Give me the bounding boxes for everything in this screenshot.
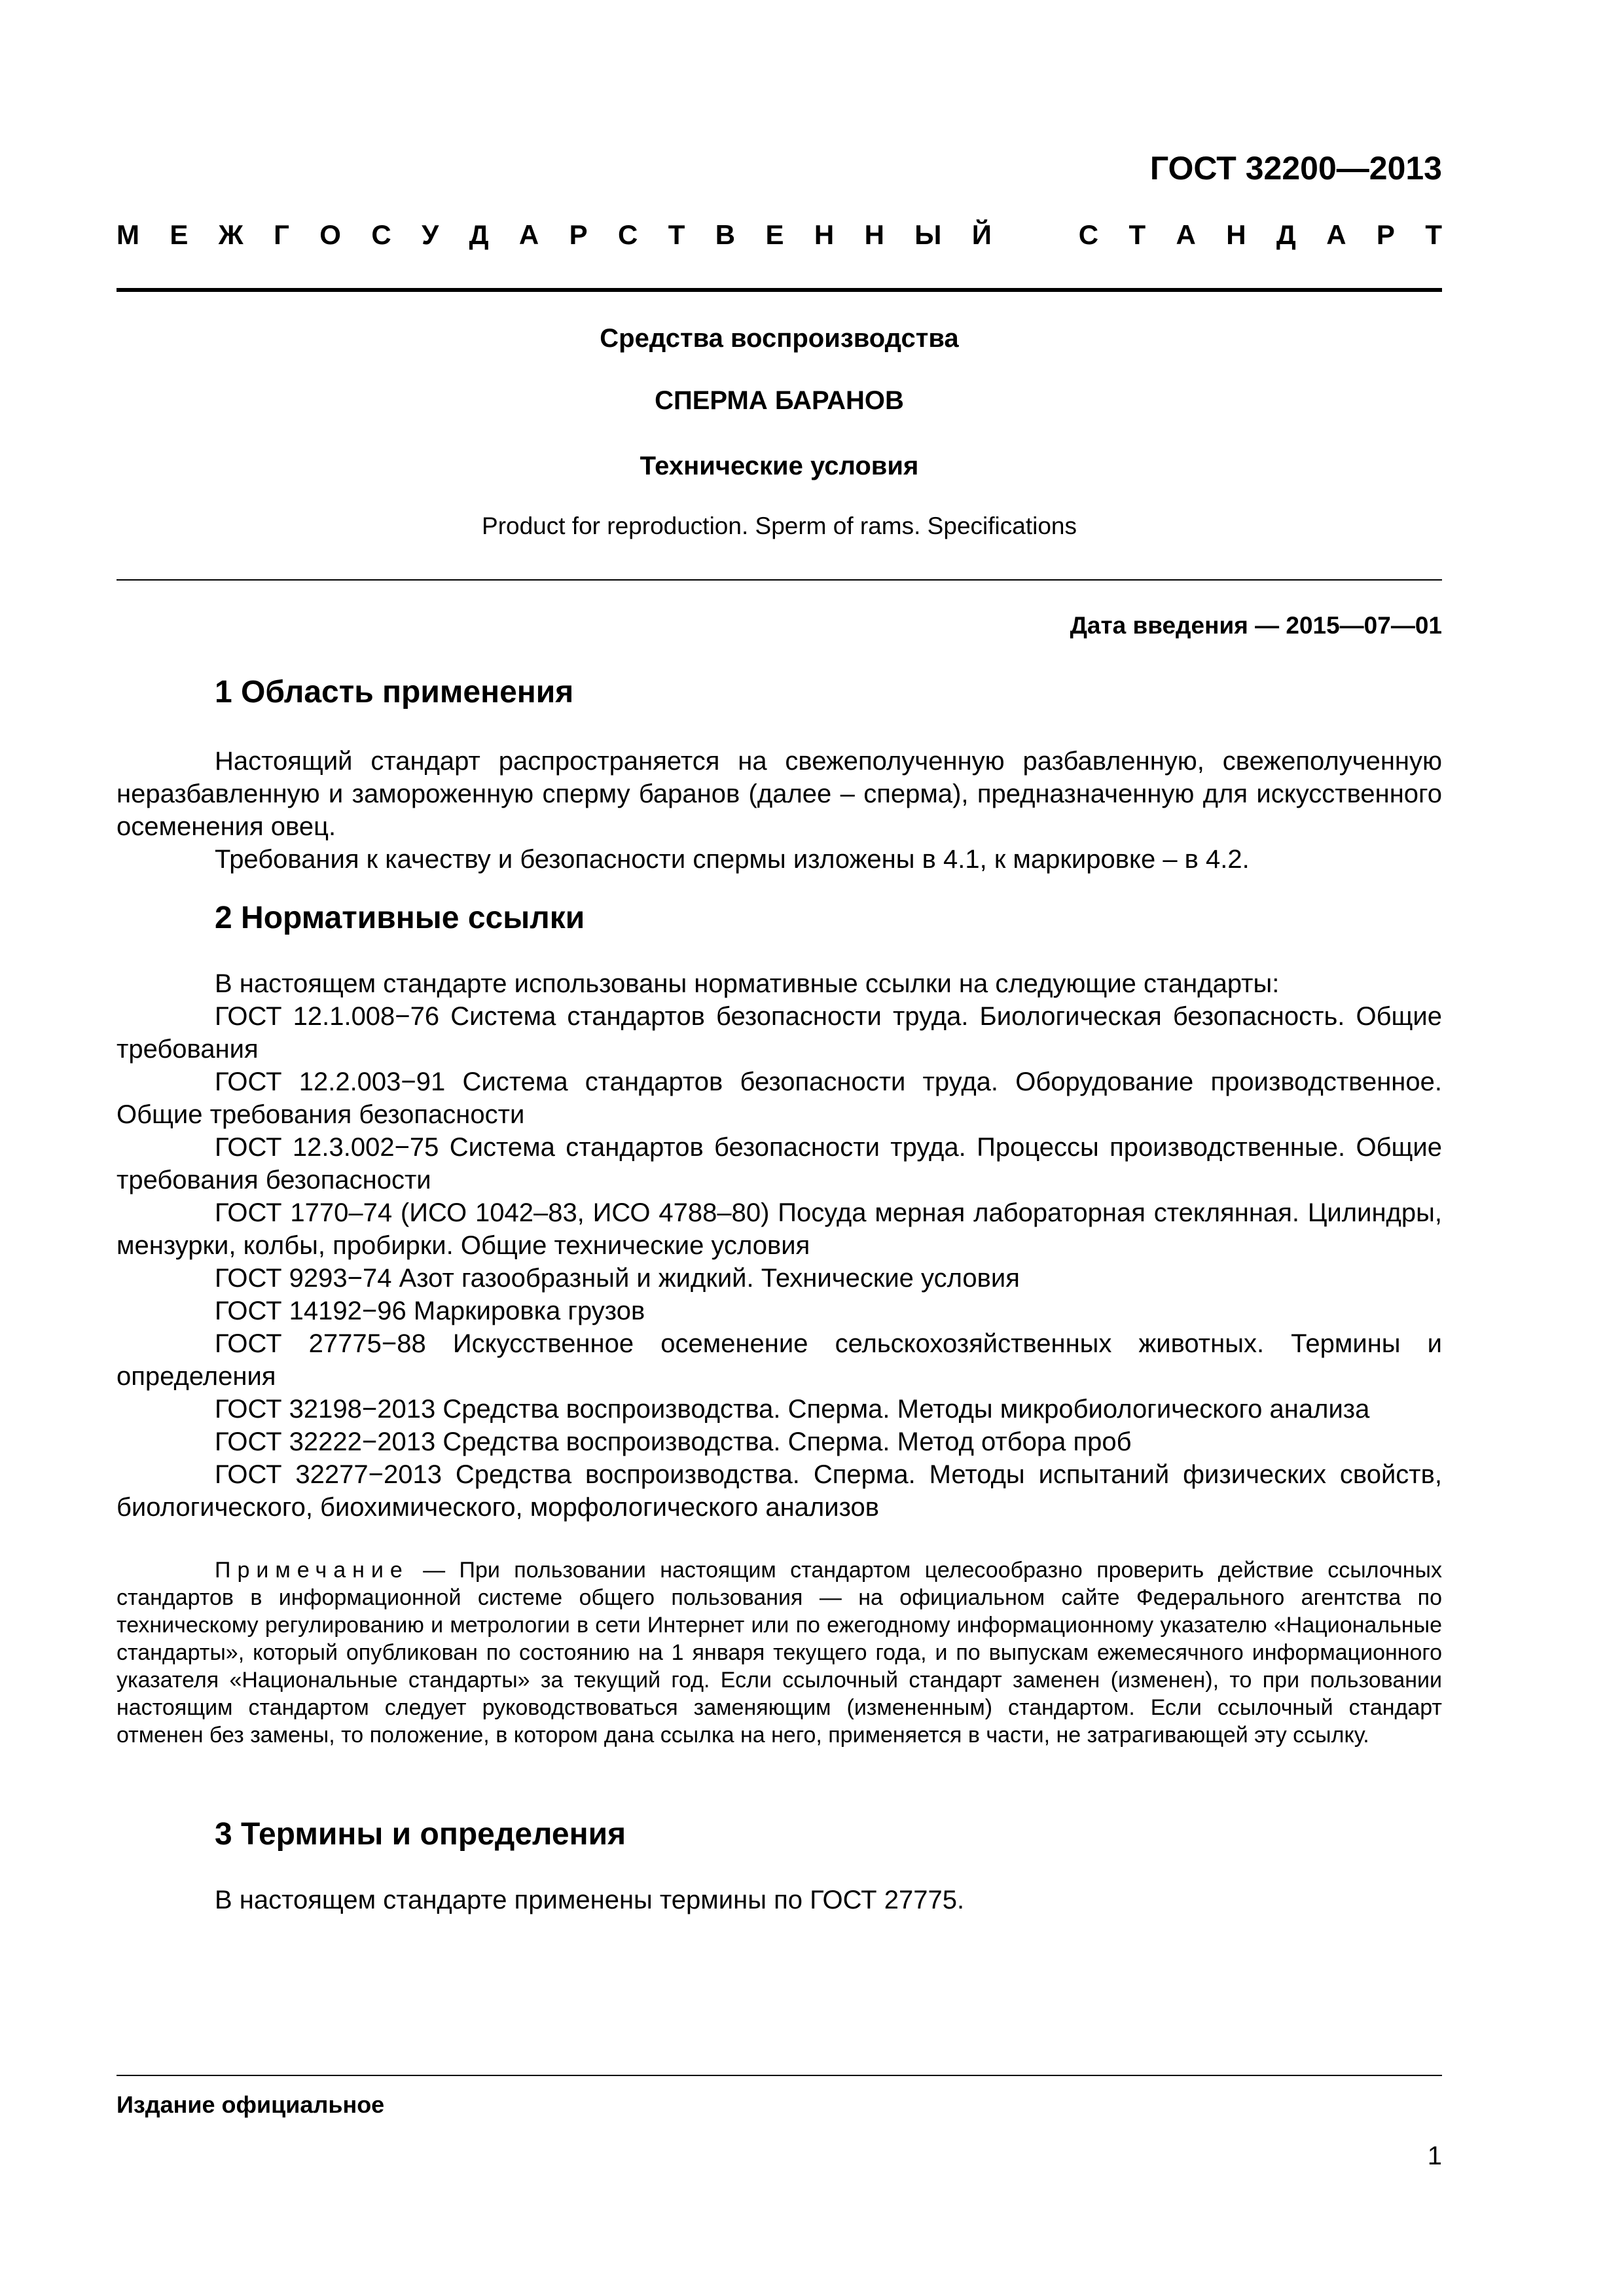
banner-letter: С: [371, 219, 391, 250]
note-block: [117, 1556, 1442, 1749]
introduction-date-label: Дата введения: [1070, 612, 1248, 639]
note-label: Примечание: [215, 1558, 409, 1583]
reference-item: ГОСТ 12.3.002−75 Система стандартов безопасности труда. Процессы производственные. Общие требования безопасности: [117, 1133, 1442, 1194]
section-3-paragraph: В настоящем стандарте применены термины по ГОСТ 27775.: [215, 1886, 965, 1914]
banner-letter: Е: [170, 219, 189, 250]
reference-item: ГОСТ 12.1.008−76 Система стандартов безопасности труда. Биологическая безопасность. Общие требования: [117, 1002, 1442, 1064]
banner-letter: Р: [1376, 219, 1395, 250]
banner-letter: Й: [971, 219, 992, 250]
reference-item: ГОСТ 1770–74 (ИСО 1042–83, ИСО 4788–80) Посуда мерная лабораторная стеклянная. Цилиндры, мензурки, колбы, пробирки. Общие технические условия: [117, 1198, 1442, 1260]
banner-letter: Д: [469, 219, 489, 250]
banner-letter: Д: [1276, 219, 1296, 250]
page-number: 1: [1427, 2142, 1442, 2170]
document-code: ГОСТ 32200—2013: [1149, 150, 1442, 187]
banner-letter: Н: [1226, 219, 1246, 250]
header-divider: [117, 288, 1442, 292]
banner-letter: В: [715, 219, 736, 250]
reference-item: ГОСТ 27775−88 Искусственное осеменение сельскохозяйственных животных. Термины и определения: [117, 1329, 1442, 1391]
reference-item: ГОСТ 14192−96 Маркировка грузов: [215, 1297, 645, 1325]
interstate-standard-banner: [117, 219, 1442, 251]
banner-letter: А: [518, 219, 539, 250]
banner-letter: Н: [864, 219, 884, 250]
reference-item: ГОСТ 32198−2013 Средства воспроизводства. Сперма. Методы микробиологического анализа: [215, 1395, 1370, 1424]
title-line-3: Технические условия: [640, 452, 919, 480]
banner-word-gap: [1022, 219, 1048, 251]
banner-letter: Т: [1128, 219, 1146, 250]
banner-letter: Ж: [218, 219, 244, 250]
title-line-1: Средства воспроизводства: [600, 324, 959, 353]
introduction-date: [1070, 612, 1442, 639]
section-2-heading: 2 Нормативные ссылки: [215, 901, 585, 935]
banner-letter: С: [1078, 219, 1099, 250]
introduction-date-value: — 2015—07—01: [1248, 612, 1442, 639]
banner-letter: У: [422, 219, 439, 250]
section-1-heading: 1 Область применения: [215, 675, 574, 709]
reference-item: ГОСТ 32222−2013 Средства воспроизводства. Сперма. Метод отбора проб: [215, 1427, 1132, 1456]
reference-item: ГОСТ 32277−2013 Средства воспроизводства. Сперма. Методы испытаний физических свойств, биологического, биохимического, морфологического анализов: [117, 1460, 1442, 1522]
banner-letter: Т: [668, 219, 685, 250]
title-english: Product for reproduction. Sperm of rams. Specifications: [482, 512, 1077, 539]
section-1-paragraph: Настоящий стандарт распространяется на свежеполученную разбавленную, свежеполученную неразбавленную и замороженную сперму баранов (далее – сперма), предназначенную для искусственного осеменения овец.: [117, 747, 1442, 841]
banner-letter: А: [1326, 219, 1346, 250]
banner-letter: М: [117, 219, 139, 250]
banner-letter: Г: [274, 219, 289, 250]
banner-letter: О: [319, 219, 341, 250]
banner-letter: Т: [1425, 219, 1442, 250]
reference-intro: В настоящем стандарте использованы нормативные ссылки на следующие стандарты:: [215, 969, 1280, 998]
section-3-heading: 3 Термины и определения: [215, 1817, 626, 1852]
banner-letter: Е: [765, 219, 784, 250]
reference-item: ГОСТ 12.2.003−91 Система стандартов безопасности труда. Оборудование производственное. Общие требования безопасности: [117, 1067, 1442, 1129]
section-3-body: [117, 1884, 1442, 1916]
section-1-paragraph: Требования к качеству и безопасности спермы изложены в 4.1, к маркировке – в 4.2.: [215, 845, 1250, 874]
banner-letter: А: [1176, 219, 1196, 250]
section-2-body: [117, 967, 1442, 1524]
banner-letter: Р: [569, 219, 588, 250]
section-1-body: [117, 745, 1442, 876]
official-edition-label: Издание официальное: [117, 2091, 385, 2118]
title-divider: [117, 579, 1442, 581]
note-text: — При пользовании настоящим стандартом целесообразно проверить действие ссылочных стандартов в информационной системе общего пользования — на официальном сайте Федерального агентства по техническому регулированию и метрологии в сети Интернет или по ежегодному информационному указателю «Национальные стандарты», который опубликован по состоянию на 1 января текущего года, и по выпускам ежемесячного информационного указателя «Национальные стандарты» за текущий год. Если ссылочный стандарт заменен (изменен), то при пользовании настоящим стандартом следует руководствоваться заменяющим (измененным) стандартом. Если ссылочный стандарт отменен без замены, то положение, в котором дана ссылка на него, применяется в части, не затрагивающей эту ссылку.: [117, 1558, 1442, 1748]
banner-letter: Н: [814, 219, 835, 250]
reference-item: ГОСТ 9293−74 Азот газообразный и жидкий. Технические условия: [215, 1264, 1020, 1293]
title-line-2: СПЕРМА БАРАНОВ: [655, 386, 904, 415]
footer-divider: [117, 2075, 1442, 2076]
banner-letter: Ы: [914, 219, 942, 250]
banner-letter: С: [617, 219, 638, 250]
